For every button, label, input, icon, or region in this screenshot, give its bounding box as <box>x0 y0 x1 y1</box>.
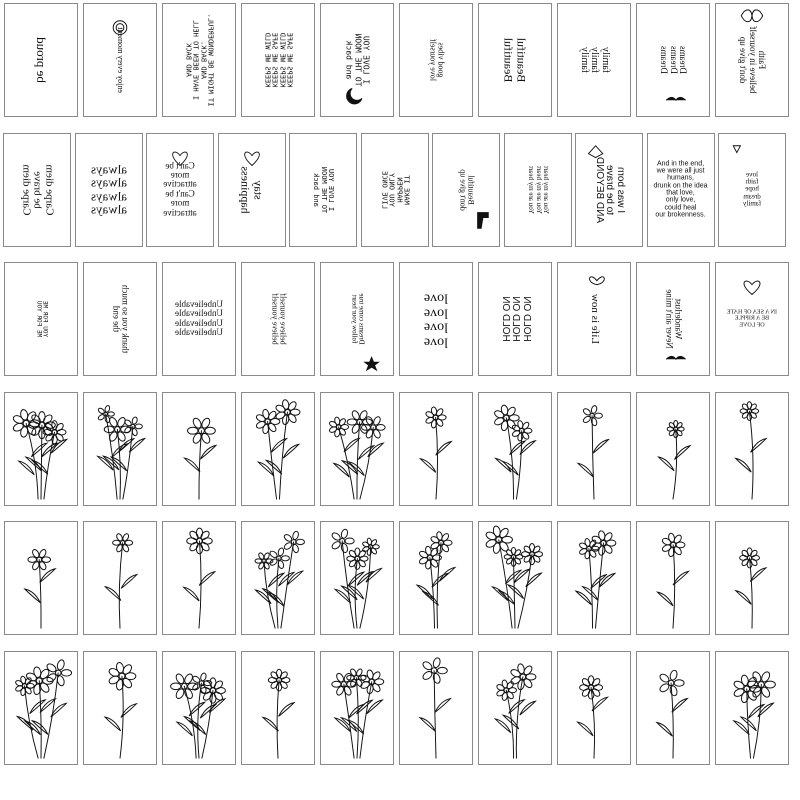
text-tattoo-card <box>432 133 500 247</box>
flower-tattoo <box>105 661 136 757</box>
text-tattoo-card <box>361 133 429 247</box>
flower-tattoo <box>329 409 386 499</box>
flower-tattoo-card <box>557 651 631 765</box>
flower-tattoo-card <box>478 651 552 765</box>
text-tattoo-card <box>83 262 157 376</box>
flower-tattoo-card <box>162 521 236 635</box>
flower-tattoo <box>576 530 616 628</box>
flower-tattoo-card <box>320 392 394 506</box>
text-tattoo-card <box>75 133 143 247</box>
tattoo-text: You are my heart You are my heart You are my heart <box>526 165 550 214</box>
tattoo-text: stay happiness <box>238 165 266 214</box>
flower-tattoo <box>485 525 543 628</box>
flower-tattoo <box>105 533 137 628</box>
flower-tattoo-card <box>636 392 710 506</box>
tattoo-text: Dreams Dreams Dreams <box>659 46 689 74</box>
tattoo-text: I LOVE YOU TO THE MOON and back <box>312 166 336 213</box>
card-art <box>321 522 393 634</box>
card-art <box>558 652 630 764</box>
flower-tattoo <box>184 528 215 628</box>
card-art <box>321 393 393 505</box>
tattoo-text: enjoy every moment <box>116 27 126 93</box>
text-tattoo-card <box>218 133 286 247</box>
card-art <box>400 393 472 505</box>
flower-tattoo <box>12 408 67 498</box>
flower-tattoo <box>578 404 609 498</box>
text-tattoo-card <box>636 3 710 117</box>
flower-tattoo-card <box>4 392 78 506</box>
card-art <box>5 522 77 634</box>
flower-tattoo-card <box>162 392 236 506</box>
tattoo-text: Carpe diem be brave Carpe diem <box>20 163 56 216</box>
flower-tattoo <box>331 528 382 628</box>
flower-tattoo <box>15 659 72 758</box>
flower-tattoo <box>184 416 216 498</box>
flower-tattoo-card <box>636 651 710 765</box>
tattoo-text: And in the end, we were all just humans, drunk on the idea that love, only love, could heal our brokenness. <box>653 160 708 219</box>
tattoo-text: IN A SEA OF HATE BE A RIPPLE OF LOVE <box>726 309 778 329</box>
tattoo-text: Life is now <box>588 293 601 345</box>
card-art <box>84 393 156 505</box>
heart-icon <box>744 281 760 294</box>
flower-tattoo-card <box>241 392 315 506</box>
heart-icon <box>244 152 259 165</box>
flower-tattoo <box>659 420 691 499</box>
tattoo-text: Wanderlust Never ain't mine <box>664 289 684 349</box>
tattoo-text: be proud <box>33 37 49 83</box>
flower-tattoo-card <box>715 651 789 765</box>
flower-tattoo-card <box>83 392 157 506</box>
text-tattoo-card <box>557 262 631 376</box>
text-tattoo-card <box>241 262 315 376</box>
card-art <box>637 522 709 634</box>
card-art <box>558 393 630 505</box>
text-tattoo-card <box>399 3 473 117</box>
flower-tattoo <box>736 401 767 498</box>
rocket-icon <box>588 145 602 157</box>
text-tattoo-card <box>320 262 394 376</box>
flower-tattoo <box>97 404 145 498</box>
text-tattoo-card <box>4 262 78 376</box>
flower-tattoo <box>493 404 535 499</box>
card-art <box>163 522 235 634</box>
tattoo-text: Unbelievable Unbelievable Unbelievable Unbelievable <box>175 299 223 338</box>
text-tattoo-card <box>4 3 78 117</box>
card-art <box>5 652 77 764</box>
tattoo-text: always always always always <box>90 161 127 218</box>
card-art <box>242 393 314 505</box>
triangle-icon <box>733 145 740 152</box>
flower-tattoo <box>420 406 451 499</box>
moon-icon <box>347 88 362 103</box>
text-tattoo-card <box>146 133 214 247</box>
flower-tattoo-card <box>715 392 789 506</box>
flower-tattoo <box>255 399 300 499</box>
tattoo-text: Beautiful don't give up <box>458 168 476 211</box>
text-tattoo-card <box>241 3 315 117</box>
tattoo-text: KEEPS WE SAFE KEEPS WE WILD KEEPS WE SAFE KEEPS WE WILD <box>263 32 294 88</box>
flower-tattoo <box>25 548 56 628</box>
flower-tattoo-card <box>320 521 394 635</box>
flower-tattoo <box>578 675 608 757</box>
tattoo-text: good vibes love yourself <box>428 39 446 81</box>
card-art <box>716 522 788 634</box>
bird-icon <box>666 97 685 100</box>
text-tattoo-card <box>3 133 71 247</box>
flower-tattoo <box>657 669 688 758</box>
tattoo-text: Beautiful Beautiful <box>502 37 529 83</box>
tattoo-text: love love love love <box>423 290 449 350</box>
flower-tattoo-card <box>83 651 157 765</box>
text-tattoo-card <box>478 262 552 376</box>
card-art <box>637 393 709 505</box>
card-art <box>321 652 393 764</box>
flower-tattoo <box>171 672 226 758</box>
text-tattoo-card <box>636 262 710 376</box>
card-art <box>400 522 472 634</box>
flower-tattoo <box>736 548 766 628</box>
tattoo-text: love faith hope dream family <box>742 170 762 208</box>
text-tattoo-card <box>162 3 236 117</box>
tattoo-text: Dreams come true follow your heart <box>350 293 366 345</box>
card-art <box>5 393 77 505</box>
card-art <box>637 652 709 764</box>
text-tattoo-card <box>575 133 643 247</box>
text-tattoo-card <box>647 133 715 247</box>
flower-tattoo <box>263 669 294 758</box>
text-tattoo-card <box>162 262 236 376</box>
text-tattoo-card <box>478 3 552 117</box>
flower-tattoo-card <box>320 651 394 765</box>
flower-tattoo <box>417 531 455 628</box>
flower-tattoo <box>657 533 688 628</box>
tattoo-text: I LOVE YOU TO THE MOON and back <box>344 33 371 87</box>
tattoo-text: thank you so much the end <box>111 284 131 354</box>
flower-tattoo <box>332 668 384 758</box>
flower-tattoo-card <box>83 521 157 635</box>
flower-tattoo-card <box>557 521 631 635</box>
flower-tattoo <box>733 670 775 758</box>
flower-tattoo-card <box>636 521 710 635</box>
card-art <box>479 652 551 764</box>
text-tattoo-card <box>83 3 157 117</box>
card-art <box>558 522 630 634</box>
star-icon <box>365 357 379 370</box>
text-tattoo-card <box>399 262 473 376</box>
card-art <box>84 652 156 764</box>
card-art <box>242 652 314 764</box>
tattoo-text: Faith believe in yourself don't give up <box>738 26 768 94</box>
flower-tattoo-card <box>478 392 552 506</box>
gun-icon <box>478 212 489 228</box>
flower-tattoo-card <box>557 392 631 506</box>
flower-tattoo-card <box>241 651 315 765</box>
tattoo-text: I was born to be brave AND BEYOND <box>593 156 626 223</box>
card-art <box>479 393 551 505</box>
card-art <box>716 393 788 505</box>
card-art <box>716 652 788 764</box>
card-art <box>163 393 235 505</box>
butterfly-icon <box>590 277 605 285</box>
flower-tattoo-card <box>478 521 552 635</box>
text-tattoo-card <box>715 3 789 117</box>
text-tattoo-card <box>715 262 789 376</box>
flower-tattoo-card <box>162 651 236 765</box>
flower-tattoo-card <box>241 521 315 635</box>
tattoo-text: family family family <box>578 46 611 74</box>
bird-icon <box>666 356 685 359</box>
tattoo-text: Can't be more attractive Can't be more attractive <box>163 160 197 218</box>
card-art <box>163 652 235 764</box>
tattoo-text: believe yourself believe yourself <box>270 293 288 345</box>
flower-tattoo-card <box>4 651 78 765</box>
text-tattoo-card <box>504 133 572 247</box>
text-tattoo-card <box>320 3 394 117</box>
card-art <box>479 522 551 634</box>
infinity-icon <box>741 10 762 22</box>
flower-tattoo <box>495 663 536 758</box>
card-art <box>242 522 314 634</box>
flower-tattoo-card <box>399 521 473 635</box>
flower-tattoo-card <box>399 651 473 765</box>
tattoo-text: HOLD ON HOLD ON HOLD ON <box>499 296 532 342</box>
tattoo-text: IT MIGHT BE WONDERFUL. AND BACK. I HAVE BEEN TO HELL AND BACK <box>184 13 215 107</box>
tattoo-text: YOU FOR ME ME FOR YOU <box>35 300 49 338</box>
text-tattoo-card <box>289 133 357 247</box>
flower-tattoo-card <box>399 392 473 506</box>
flower-tattoo-card <box>715 521 789 635</box>
card-art <box>400 652 472 764</box>
flower-tattoo-card <box>4 521 78 635</box>
flower-tattoo <box>420 656 451 757</box>
text-tattoo-card <box>718 133 786 247</box>
text-tattoo-card <box>557 3 631 117</box>
card-art <box>84 522 156 634</box>
flower-tattoo <box>255 531 304 628</box>
tattoo-text: MAKE IT HAPPEN YOU ONLY LIVE ONCE <box>380 170 411 209</box>
